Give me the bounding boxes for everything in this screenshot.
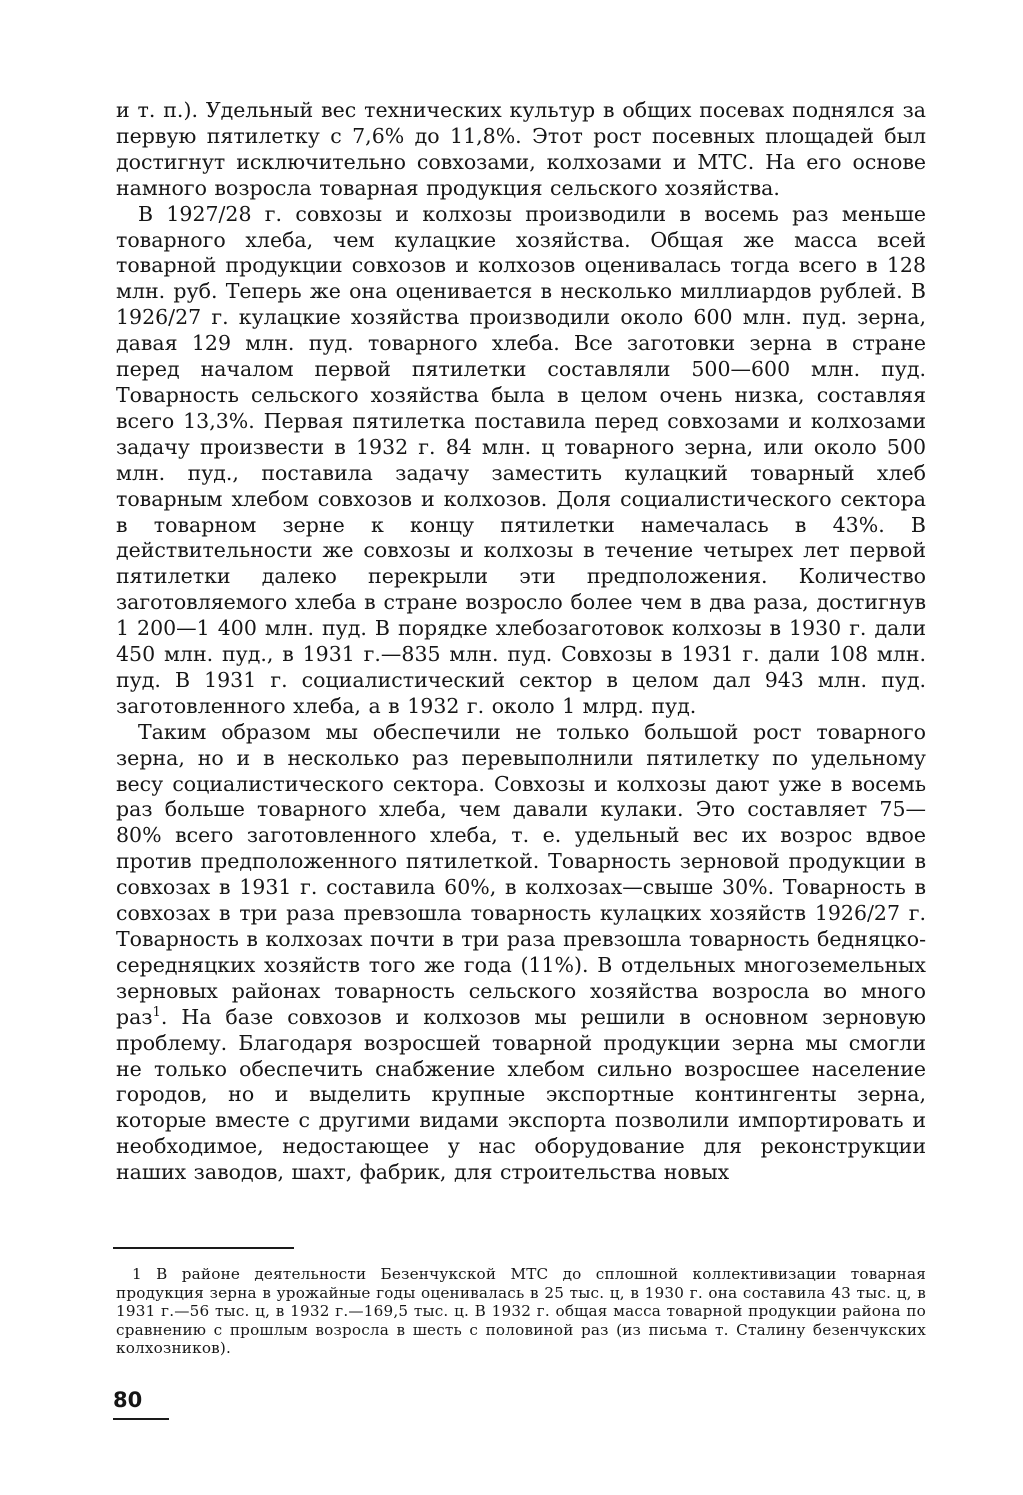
- footnote-marker: 1: [132, 1265, 142, 1283]
- footnote-separator: [113, 1247, 294, 1249]
- footnote: [116, 1265, 926, 1358]
- footnote-reference: 1: [152, 1004, 161, 1020]
- paragraph-3-continuation: На базе совхозов и колхозов мы решили в основном зерновую проблему. Благодаря возросшей товарной продукции зерна мы смогли не только обеспечить снабжение хлебом сильно возросшее население городов, но и выделить крупные экспортные контингенты зерна, которые вместе с другими видами экспорта позволили импортировать и необходимое, недостающее у нас оборудование для реконструкции наших заводов, шахт, фабрик, для строительства новых: [116, 1004, 926, 1185]
- paragraph-2: В 1927/28 г. совхозы и колхозы производили в восемь раз меньше товарного хлеба, чем кулацкие хозяйства. Общая же масса всей товарной продукции совхозов и колхозов оценивалась тогда всего в 128 млн. руб. Теперь же она оценивается в несколько миллиардов рублей. В 1926/27 г. кулацкие хозяйства производили около 600 млн. пуд. зерна, давая 129 млн. пуд. товарного хлеба. Все заготовки зерна в стране перед началом первой пятилетки составляли 500—600 млн. пуд. Товарность сельского хозяйства была в целом очень низка, составляя всего 13,3%. Первая пятилетка поставила перед совхозами и колхозами задачу произвести в 1932 г. 84 млн. ц товарного зерна, или около 500 млн. пуд., поставила задачу заместить кулацкий товарный хлеб товарным хлебом совхозов и колхозов. Доля социалистического сектора в товарном зерне к концу пятилетки намечалась в 43%. В действительности же совхозы и колхозы в течение четырех лет первой пятилетки далеко перекрыли эти предположения. Количество заготовляемого хлеба в стране возросло более чем в два раза, достигнув 1 200—1 400 млн. пуд. В порядке хлебозаготовок колхозы в 1930 г. дали 450 млн. пуд., в 1931 г.—835 млн. пуд. Совхозы в 1931 г. дали 108 млн. пуд. В 1931 г. социалистический сектор в целом дал 943 млн. пуд. заготовленного хлеба, а в 1932 г. около 1 млрд. пуд.: [116, 201, 926, 718]
- paragraph-3: Таким образом мы обеспечили не только большой рост товарного зерна, но и в несколько раз перевыполнили пятилетку по удельному весу социалистического сектора. Совхозы и колхозы дают уже в восемь раз больше товарного хлеба, чем давали кулаки. Это составляет 75—80% всего заготовленного хлеба, т. е. удельный вес их возрос вдвое против предположенного пятилеткой. Товарность зерновой продукции в совхозах в 1931 г. составила 60%, в колхозах—свыше 30%. Товарность в совхозах в три раза превзошла товарность кулацких хозяйств 1926/27 г. Товарность в колхозах почти в три раза превзошла товарность бедняцко-середняцких хозяйств того же года (11%). В отдельных многоземельных зерновых районах товарность сельского хозяйства возросла во много раз$^1$. На базе совхозов и колхозов мы решили в основном зерновую проблему. Благодаря возросшей товарной продукции зерна мы смогли не только обеспечить снабжение хлебом сильно возросшее население городов, но и выделить крупные экспортные контингенты зерна, которые вместе с другими видами экспорта позволили импортировать и необходимое, недостающее у нас оборудование для реконструкции наших заводов, шахт, фабрик, для строительства новых: [116, 719, 926, 1185]
- page-number: 80: [113, 1388, 143, 1412]
- page-number-underline: [113, 1418, 169, 1420]
- main-text: [116, 98, 926, 1186]
- paragraph-1: и т. п.). Удельный вес технических культур в общих посевах поднялся за первую пятилетку с 7,6% до 11,8%. Этот рост посевных площадей был достигнут исключительно совхозами, колхозами и МТС. На его основе намного возросла товарная продукция сельского хозяйства.: [116, 98, 926, 200]
- footnote-text: В районе деятельности Безенчукской МТС до сплошной коллективизации товарная продукция зерна в урожайные годы оценивалась в 25 тыс. ц, в 1930 г. она составила 43 тыс. ц, в 1931 г.—56 тыс. ц, в 1932 г.—169,5 тыс. ц. В 1932 г. общая масса товарной продукции района по сравнению с прошлым возросла в шесть с половиной раз (из письма т. Сталину безенчукских колхозников).: [116, 1265, 926, 1358]
- paragraph-3-text: Таким образом мы обеспечили не только большой рост товарного зерна, но и в несколько раз перевыполнили пятилетку по удельному весу социалистического сектора. Совхозы и колхозы дают уже в восемь раз больше товарного хлеба, чем давали кулаки. Это составляет 75—80% всего заготовленного хлеба, т. е. удельный вес их возрос вдвое против предположенного пятилеткой. Товарность зерновой продукции в совхозах в 1931 г. составила 60%, в колхозах—свыше 30%. Товарность в совхозах в три раза превзошла товарность кулацких хозяйств 1926/27 г. Товарность в колхозах почти в три раза превзошла товарность бедняцко-середняцких хозяйств того же года (11%). В отдельных многоземельных зерновых районах товарность сельского хозяйства возросла во много раз: [116, 719, 926, 1029]
